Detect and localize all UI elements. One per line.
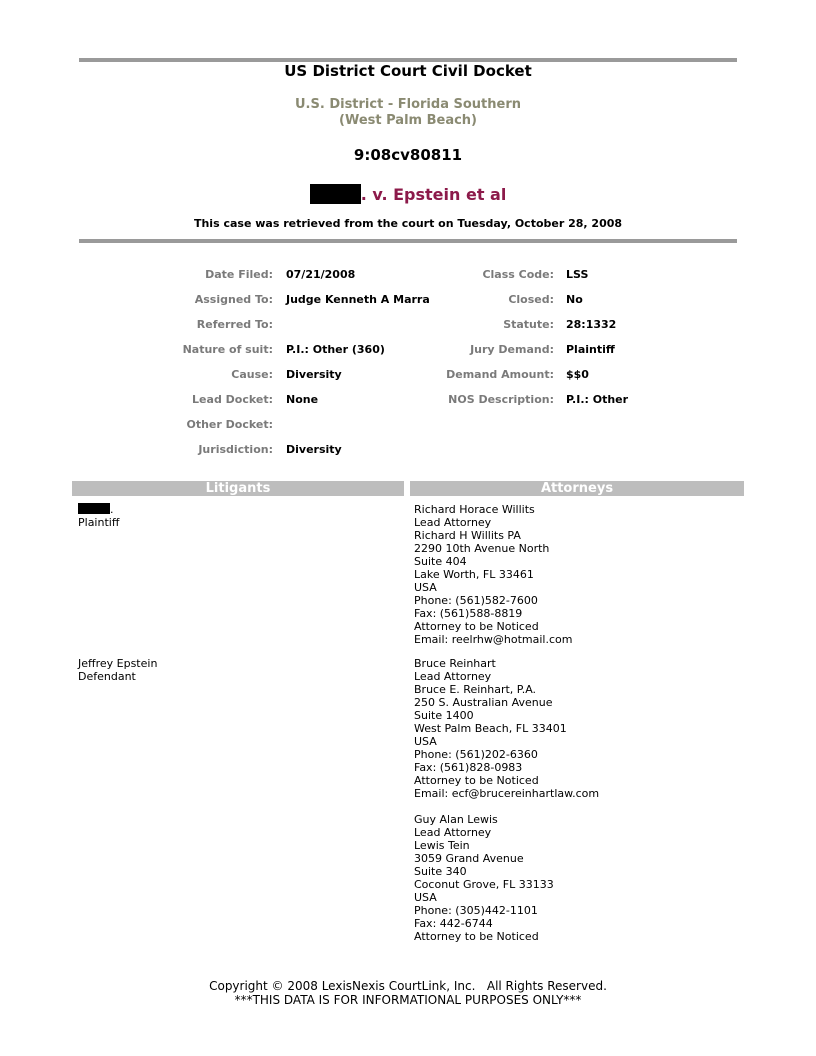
attorney-firm: Richard H Willits PA (414, 529, 521, 542)
statute-label: Statute: (503, 318, 554, 331)
demand-amount-value: $$0 (566, 368, 589, 381)
nos-description-label: NOS Description: (448, 393, 554, 406)
attorney-fax: Fax: (561)828-0983 (414, 761, 523, 774)
assigned-to-value: Judge Kenneth A Marra (286, 293, 430, 306)
date-filed-label: Date Filed: (205, 268, 273, 281)
litigant-role: Plaintiff (78, 516, 120, 529)
closed-label: Closed: (508, 293, 554, 306)
attorney-name: Richard Horace Willits (414, 503, 535, 516)
attorney-name: Guy Alan Lewis (414, 813, 498, 826)
attorney-city: West Palm Beach, FL 33401 (414, 722, 567, 735)
referred-to-label: Referred To: (196, 318, 273, 331)
attorney-notice: Attorney to be Noticed (414, 930, 539, 943)
attorney-address-line: 3059 Grand Avenue (414, 852, 524, 865)
class-code-value: LSS (566, 268, 589, 281)
attorney-country: USA (414, 735, 437, 748)
copyright-notice: Copyright © 2008 LexisNexis CourtLink, Inc. All Rights Reserved. (209, 979, 607, 993)
jury-demand-label: Jury Demand: (470, 343, 554, 356)
attorney-role: Lead Attorney (414, 516, 492, 529)
litigant-name-suffix: . (110, 503, 114, 516)
attorney-firm: Lewis Tein (414, 839, 470, 852)
court-line-2: (West Palm Beach) (339, 113, 477, 128)
jurisdiction-value: Diversity (286, 443, 342, 456)
case-caption-text: . v. Epstein et al (360, 185, 507, 204)
attorney-phone: Phone: (561)582-7600 (414, 594, 538, 607)
cause-label: Cause: (231, 368, 273, 381)
lead-docket-value: None (286, 393, 319, 406)
attorney-address-line: Suite 340 (414, 865, 467, 878)
nature-of-suit-value: P.I.: Other (360) (286, 343, 385, 356)
jurisdiction-label: Jurisdiction: (198, 443, 273, 456)
statute-value: 28:1332 (566, 318, 617, 331)
attorney-name: Bruce Reinhart (414, 657, 496, 670)
class-code-label: Class Code: (482, 268, 554, 281)
date-filed-value: 07/21/2008 (286, 268, 356, 281)
attorney-address-line: 2290 10th Avenue North (414, 542, 550, 555)
docket-number: 9:08cv80811 (353, 146, 463, 164)
attorney-country: USA (414, 581, 437, 594)
litigant-name: Jeffrey Epstein (78, 657, 158, 670)
demand-amount-label: Demand Amount: (446, 368, 554, 381)
attorney-email: Email: reelrhw@hotmail.com (414, 633, 573, 646)
litigant-role: Defendant (78, 670, 136, 683)
attorney-country: USA (414, 891, 437, 904)
attorney-role: Lead Attorney (414, 670, 492, 683)
assigned-to-label: Assigned To: (194, 293, 273, 306)
attorney-phone: Phone: (305)442-1101 (414, 904, 538, 917)
attorney-fax: Fax: (561)588-8819 (414, 607, 523, 620)
nature-of-suit-label: Nature of suit: (182, 343, 273, 356)
attorney-notice: Attorney to be Noticed (414, 774, 539, 787)
attorney-firm: Bruce E. Reinhart, P.A. (414, 683, 537, 696)
attorney-city: Coconut Grove, FL 33133 (414, 878, 554, 891)
attorney-phone: Phone: (561)202-6360 (414, 748, 538, 761)
attorney-role: Lead Attorney (414, 826, 492, 839)
litigants-header: Litigants (72, 481, 404, 496)
attorney-fax: Fax: 442-6744 (414, 917, 493, 930)
closed-value: No (566, 293, 583, 306)
litigant-plaintiff (78, 503, 119, 529)
litigant-defendant (78, 657, 157, 683)
attorney-willits (414, 503, 572, 646)
lead-docket-label: Lead Docket: (192, 393, 273, 406)
cause-value: Diversity (286, 368, 342, 381)
attorney-address-line: Suite 1400 (414, 709, 474, 722)
redaction-box (310, 184, 361, 204)
attorney-lewis (414, 813, 554, 943)
attorney-reinhart (414, 657, 599, 800)
attorneys-header: Attorneys (410, 481, 744, 496)
litigant-name (78, 503, 119, 516)
redaction-box (78, 503, 110, 514)
other-docket-label: Other Docket: (186, 418, 273, 431)
jury-demand-value: Plaintiff (566, 343, 615, 356)
nos-description-value: P.I.: Other (566, 393, 629, 406)
page-title: US District Court Civil Docket (284, 62, 532, 80)
attorney-address-line: Suite 404 (414, 555, 467, 568)
attorney-notice: Attorney to be Noticed (414, 620, 539, 633)
attorney-address-line: 250 S. Australian Avenue (414, 696, 553, 709)
court-line-1: U.S. District - Florida Southern (295, 97, 521, 112)
case-caption (0, 184, 816, 204)
header-divider (79, 239, 737, 243)
attorney-email: Email: ecf@brucereinhartlaw.com (414, 787, 600, 800)
disclaimer-notice: ***THIS DATA IS FOR INFORMATIONAL PURPOSES ONLY*** (234, 993, 582, 1007)
court-name (0, 97, 816, 129)
footer (0, 979, 816, 1007)
retrieved-notice: This case was retrieved from the court on Tuesday, October 28, 2008 (193, 217, 623, 230)
attorney-city: Lake Worth, FL 33461 (414, 568, 534, 581)
